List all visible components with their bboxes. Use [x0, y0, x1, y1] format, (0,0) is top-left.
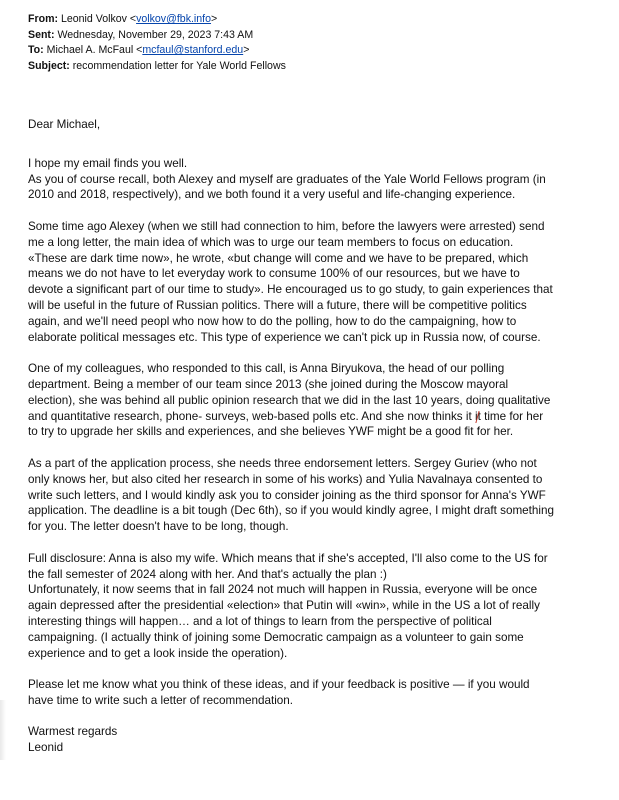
from-email-link[interactable]: volkov@fbk.info: [136, 13, 212, 25]
paragraph-line: I hope my email finds you well.: [28, 156, 188, 170]
to-email-link[interactable]: mcfaul@stanford.edu: [142, 44, 244, 56]
paragraph-line: again depressed after the presidential «election» that Putin will «win», while in the US a lot of really: [28, 599, 540, 613]
paragraph-line-edited: [28, 409, 618, 425]
paragraph-line: application. The deadline is a bit tough (Dec 6th), so if you would kindly agree, I might draft something: [28, 504, 555, 518]
paragraph-intro: [28, 156, 618, 203]
paragraph-line: me a long letter, the main idea of which was to urge our team members to focus on education.: [28, 235, 514, 249]
paragraph-line: have time to write such a letter of recommendation.: [28, 693, 294, 707]
subject-label: Subject:: [28, 59, 70, 72]
paragraph-line: devote a significant part of our time to study». He encouraged us to go study, to gain experiences that: [28, 283, 553, 297]
paragraph-line: campaigning. (I actually think of joining some Democratic campaign as a volunteer to gain some: [28, 630, 524, 644]
from-label: From:: [28, 13, 59, 25]
letter-body: [28, 117, 618, 756]
paragraph-endorsements: [28, 456, 618, 535]
paragraph-line: 2010 and 2018, respectively), and we both found it a very useful and life-changing experience.: [28, 188, 516, 202]
subject-row: [28, 59, 286, 75]
paragraph-line: interesting things will happen… and a lot of things to learn from the perspective of political: [28, 614, 492, 628]
paragraph-line: write such letters, and I would kindly ask you to consider joining as the third sponsor for Anna's YWF: [28, 488, 546, 502]
subject-value: recommendation letter for Yale World Fellows: [72, 59, 286, 72]
signature: Leonid: [28, 741, 64, 755]
paragraph-line: As you of course recall, both Alexey and myself are graduates of the Yale World Fellows program (in: [28, 172, 546, 186]
greeting: Dear Michael,: [28, 118, 101, 131]
line-text: and quantitative research, phone- surveys, web-based polls etc. And she now thinks it: [28, 409, 472, 423]
paragraph-line: again, and we'll need peopl who now how to do the polling, how to do the campaigning, how to: [28, 314, 517, 328]
paragraph-line: Some time ago Alexey (when we still had connection to him, before the lawyers were arrested) send: [28, 219, 545, 233]
paragraph-line: for you. The letter doesn't have to be long, though.: [28, 520, 289, 534]
paragraph-disclosure: [28, 551, 618, 662]
from-name: Leonid Volkov <: [60, 13, 137, 25]
from-row: [28, 12, 286, 28]
paragraph-line: means we do not have to let everyday work to consume 100% of our resources, but we have to: [28, 267, 520, 281]
paragraph-alexey-letter: [28, 219, 618, 345]
paragraph-line: Unfortunately, it now seems that in fall 2024 not much will happen in Russia, everyone will be once: [28, 583, 538, 597]
sent-label: Sent:: [28, 28, 55, 41]
paragraph-line: experience and to get a look inside the operation).: [28, 646, 288, 660]
closing: Warmest regards: [28, 725, 118, 739]
paragraph-request: [28, 677, 618, 709]
paragraph-line: election), she was behind all public opinion research that we did in the last 10 years, doing qualitative: [28, 393, 551, 407]
paragraph-line: «These are dark time now», he wrote, «but change will come and we have to be prepared, which: [28, 251, 529, 265]
paragraph-anna: [28, 361, 618, 440]
struck-character: i: [474, 409, 478, 423]
line-text: t time for her: [477, 409, 544, 423]
to-row: [28, 43, 286, 59]
paragraph-line: department. Being a member of our team since 2013 (she joined during the Moscow mayoral: [28, 377, 509, 391]
paragraph-line: As a part of the application process, she needs three endorsement letters. Sergey Guriev (who not: [28, 456, 537, 470]
paragraph-line: Full disclosure: Anna is also my wife. Which means that if she's accepted, I'll also come to the US for: [28, 551, 548, 565]
paragraph-line: will be useful in the future of Russian politics. There will a future, there will be competitive politics: [28, 298, 527, 312]
paragraph-line: Please let me know what you think of these ideas, and if your feedback is positive — if you would: [28, 678, 530, 692]
to-label: To:: [28, 44, 44, 56]
sent-row: [28, 28, 286, 44]
paragraph-line: only knows her, but also cited her research in some of his works) and Yulia Navalnaya consented to: [28, 472, 543, 486]
email-headers: [28, 12, 286, 74]
from-close: >: [211, 13, 218, 25]
paragraph-line: the fall semester of 2024 along with her. And that's actually the plan :): [28, 567, 387, 581]
sent-value: Wednesday, November 29, 2023 7:43 AM: [57, 28, 254, 41]
paragraph-line: to try to upgrade her skills and experiences, and she believes YWF might be a good fit for her.: [28, 425, 514, 439]
to-name: Michael A. McFaul <: [46, 44, 143, 56]
to-close: >: [243, 44, 250, 56]
paragraph-line: elaborate political messages etc. This type of experience we can't pick up in Russia now, of course.: [28, 330, 541, 344]
scan-edge-shadow: [0, 700, 6, 760]
paragraph-line: One of my colleagues, who responded to this call, is Anna Biryukova, the head of our polling: [28, 362, 505, 376]
